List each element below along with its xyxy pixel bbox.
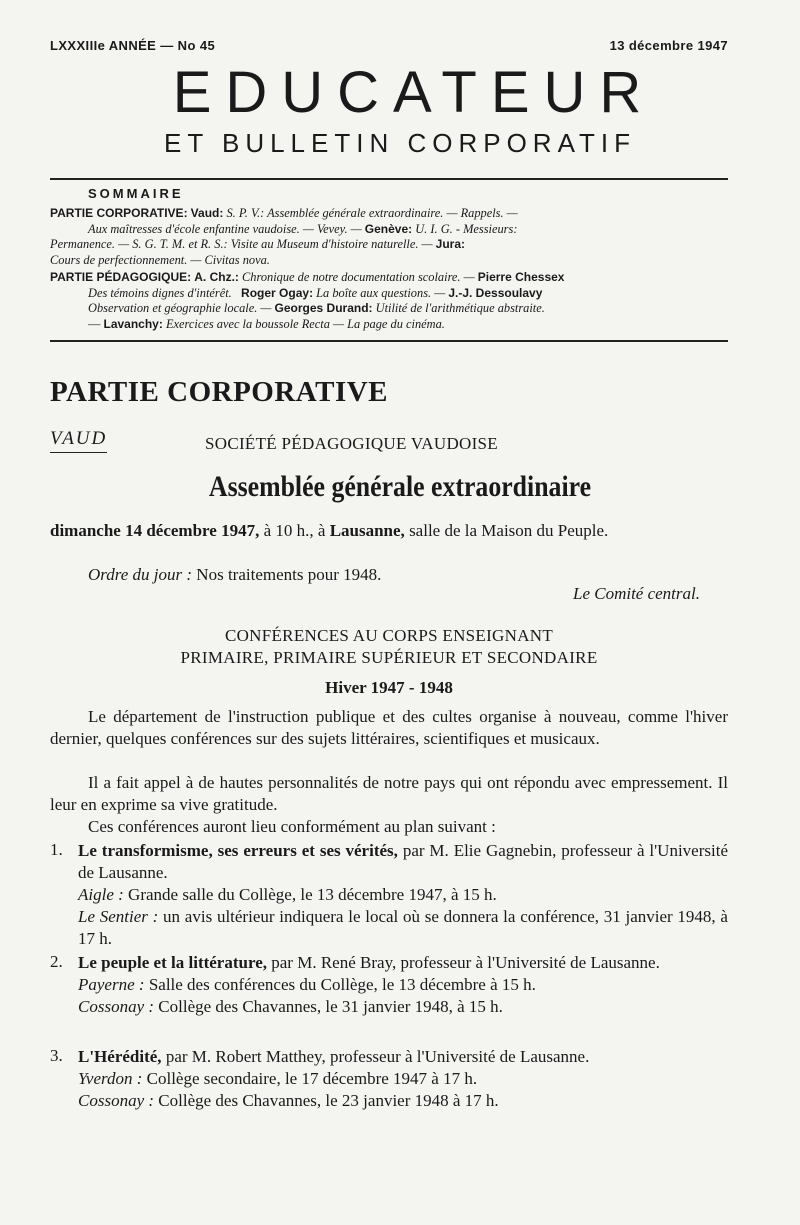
place-details: un avis ultérieur indiquera le local où se donnera la conférence, 31 janvier 1948, à 17 h. — [78, 907, 728, 948]
signature — [50, 583, 728, 605]
conference-place — [78, 996, 728, 1018]
item-number: 2. — [50, 952, 63, 971]
conference-title: Le transformisme, ses erreurs et ses vérités, — [78, 841, 398, 860]
place-name: Cossonay : — [78, 1091, 155, 1110]
assemblee-when — [50, 520, 728, 542]
place-name: Payerne : — [78, 975, 145, 994]
conference-speaker: par M. Elie Gagnebin, professeur à l'Université de Lausanne. — [78, 841, 728, 882]
conference-place — [78, 1068, 728, 1090]
sommaire-text: Aux maîtresses d'école enfantine vaudoise. — Vevey. — — [88, 221, 365, 236]
conference-speaker: par M. René Bray, professeur à l'Université de Lausanne. — [267, 953, 660, 972]
conferences-season: Hiver 1947 - 1948 — [325, 678, 453, 697]
masthead-subtitle: ET BULLETIN CORPORATIF — [164, 128, 636, 158]
place-name: Le Sentier : — [78, 907, 159, 926]
conference-place — [78, 1090, 728, 1112]
issue-date: 13 décembre 1947 — [609, 38, 728, 53]
place-details: Grande salle du Collège, le 13 décembre 1947, à 15 h. — [123, 885, 497, 904]
sommaire-text: La boîte aux questions. — — [313, 285, 449, 300]
sommaire-author: Pierre Chessex — [477, 270, 565, 284]
place-details: Collège des Chavannes, le 23 janvier 1948 à 17 h. — [154, 1091, 499, 1110]
sommaire-text: Utilité de l'arithmétique abstraite. — [372, 301, 545, 315]
sommaire-author: Roger Ogay: — [241, 285, 314, 300]
place-name: Yverdon : — [78, 1069, 143, 1088]
conferences-heading-2: PRIMAIRE, PRIMAIRE SUPÉRIEUR ET SECONDAIRE — [180, 648, 598, 667]
conference-item-3 — [78, 1046, 728, 1112]
sommaire-text: Des témoins dignes d'intérêt. — [88, 285, 232, 300]
item-number: 1. — [50, 840, 63, 859]
conference-item-1 — [78, 840, 728, 950]
bottom-rule — [50, 340, 728, 342]
sommaire-text: Permanence. — S. G. T. M. et R. S.: Visite au Museum d'histoire naturelle. — — [50, 237, 436, 251]
conference-place — [78, 884, 728, 906]
society-name: SOCIÉTÉ PÉDAGOGIQUE VAUDOISE — [205, 434, 498, 453]
canton-label: VAUD — [50, 428, 107, 453]
sommaire-author: Lavanchy: — [103, 316, 163, 331]
conferences-paragraph-2: Il a fait appel à de hautes personnalités de notre pays qui ont répondu avec empressement. Il leur en exprime sa vive gratitude. — [50, 773, 728, 814]
headline: Assemblée générale extraordinaire — [208, 470, 592, 503]
sommaire-heading: SOMMAIRE — [88, 186, 184, 201]
masthead-title: EDUCATEUR — [172, 60, 656, 125]
item-number: 3. — [50, 1046, 63, 1065]
sommaire-geneve: Genève: — [364, 221, 413, 236]
sommaire-corporative-label: PARTIE CORPORATIVE: — [50, 206, 188, 220]
sommaire-author: Georges Durand: — [274, 301, 373, 315]
place-details: Collège secondaire, le 17 décembre 1947 à 17 h. — [142, 1069, 478, 1088]
place-details: Collège des Chavannes, le 31 janvier 1948, à 15 h. — [154, 997, 503, 1016]
place-details: Salle des conférences du Collège, le 13 décembre à 15 h. — [144, 975, 536, 994]
sommaire-author: J.-J. Dessoulavy — [448, 285, 543, 300]
conferences-heading-1: CONFÉRENCES AU CORPS ENSEIGNANT — [224, 626, 554, 645]
conference-place — [78, 906, 728, 950]
sommaire-corporative — [50, 206, 730, 268]
conferences-paragraph-3: Ces conférences auront lieu conformément au plan suivant : — [88, 817, 496, 836]
sommaire-author: A. Chz.: — [194, 270, 239, 284]
signature-text: Le Comité central. — [572, 584, 700, 603]
ordre-text: Nos traitements pour 1948. — [192, 565, 382, 584]
assemblee-date: dimanche 14 décembre 1947, — [50, 521, 260, 540]
sommaire-pedagogique — [50, 270, 730, 332]
sommaire-text: — — [88, 316, 104, 331]
conference-title: Le peuple et la littérature, — [78, 953, 268, 972]
section-title: PARTIE CORPORATIVE — [50, 376, 389, 408]
sommaire-jura: Jura: — [435, 237, 466, 251]
conferences-paragraph-1: Le département de l'instruction publique et des cultes organise à nouveau, comme l'hiver dernier, quelques conférences sur des sujets littéraires, scientifiques et musicaux. — [50, 707, 728, 748]
sommaire-ped-label: PARTIE PÉDAGOGIQUE: — [50, 270, 192, 284]
conference-place — [78, 974, 728, 996]
sommaire-text: U. I. G. - Messieurs: — [412, 221, 518, 236]
issue-number: LXXXIIIe ANNÉE — No 45 — [50, 38, 216, 53]
place-name: Aigle : — [78, 885, 124, 904]
sommaire-text: Observation et géographie locale. — — [88, 301, 275, 315]
assemblee-place: Lausanne, — [329, 521, 405, 540]
ordre-label: Ordre du jour : — [88, 565, 193, 584]
sommaire-text: Chronique de notre documentation scolaire. — — [238, 270, 478, 284]
sommaire-text: Exercices avec la boussole Recta — La page du cinéma. — [162, 316, 445, 331]
conference-speaker: par M. Robert Matthey, professeur à l'Université de Lausanne. — [161, 1047, 590, 1066]
sommaire-text: Cours de perfectionnement. — Civitas nova. — [50, 252, 270, 267]
assemblee-venue: salle de la Maison du Peuple. — [404, 521, 609, 540]
top-rule — [50, 178, 728, 180]
assemblee-time: à 10 h., à — [259, 521, 330, 540]
sommaire-text: S. P. V.: Assemblée générale extraordinaire. — Rappels. — — [223, 206, 518, 220]
conference-item-2 — [78, 952, 728, 1018]
sommaire-vaud: Vaud: — [190, 206, 224, 220]
conference-title: L'Hérédité, — [78, 1047, 162, 1066]
place-name: Cossonay : — [78, 997, 155, 1016]
